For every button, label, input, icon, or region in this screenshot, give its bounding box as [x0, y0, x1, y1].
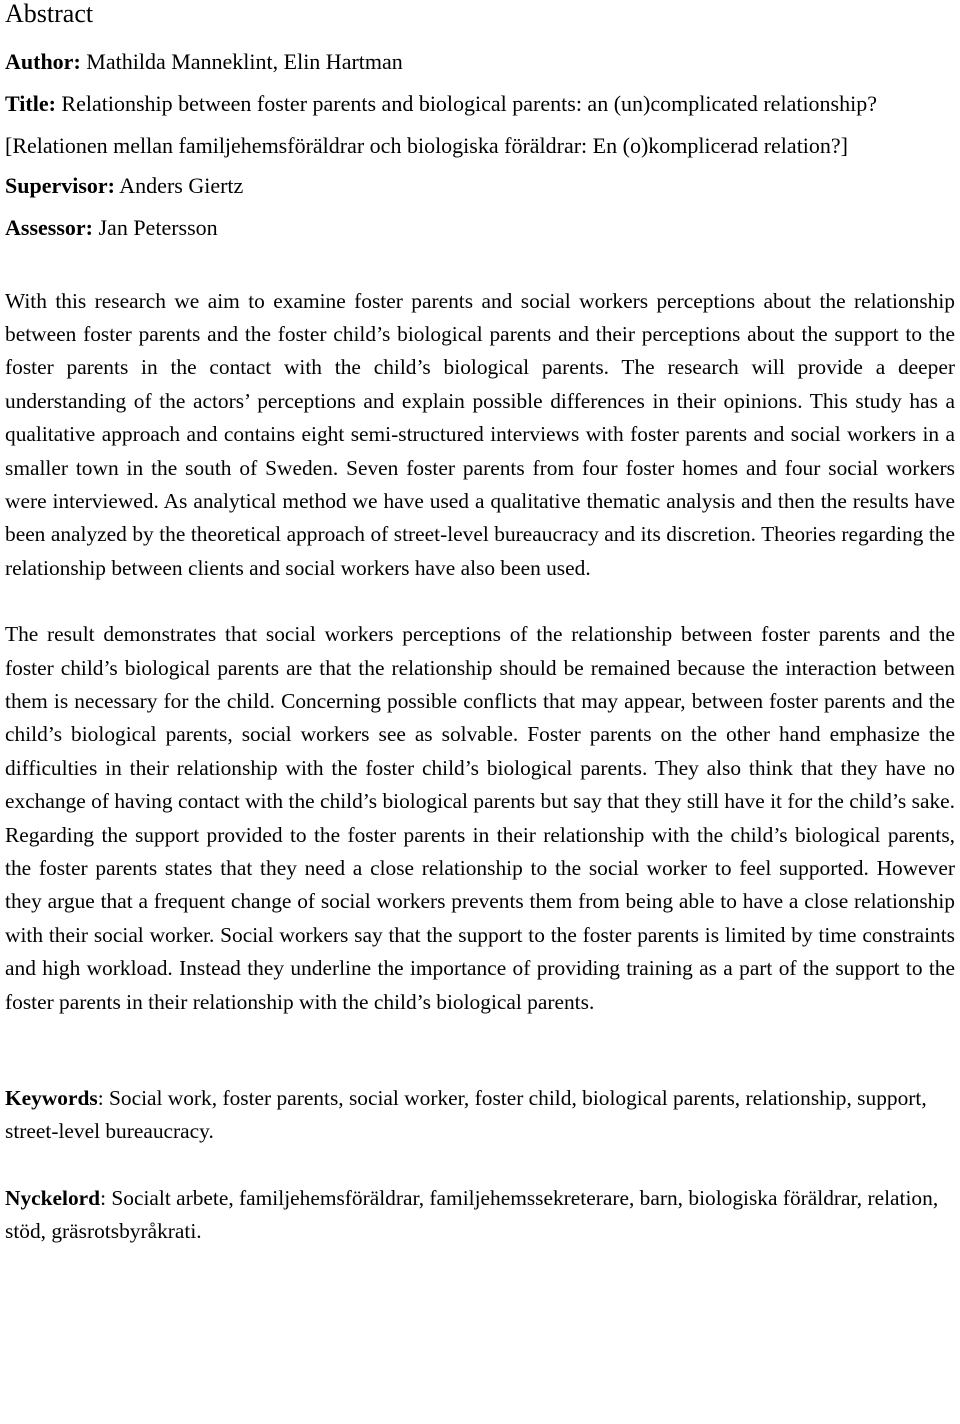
title-value: Relationship between foster parents and biological parents: an (un)complicated relationship? [Relationen mellan familjehemsföräldrar och biologiska föräldrar: En (o)komplicerad relation?] — [5, 90, 877, 158]
author-line — [5, 45, 955, 79]
abstract-paragraph: With this research we aim to examine foster parents and social workers perceptions about the relationship between foster parents and the foster child’s biological parents and their perceptions about the support to the foster parents in the contact with the child’s biological parents. The research will provide a deeper understanding of the actors’ perceptions and explain possible differences in their opinions. This study has a qualitative approach and contains eight semi-structured interviews with foster parents and social workers in a smaller town in the south of Sweden. Seven foster parents from four foster homes and four social workers were interviewed. As analytical method we have used a qualitative thematic analysis and then the results have been analyzed by the theoretical approach of street-level bureaucracy and its discretion. Theories regarding the relationship between clients and social workers have also been used. — [5, 288, 955, 580]
title-line — [5, 83, 955, 167]
abstract-heading: Abstract — [5, 0, 94, 28]
abstract-page — [5, 0, 955, 1249]
assessor-value: Jan Petersson — [98, 215, 218, 240]
keywords-label: Keywords — [5, 1086, 98, 1111]
author-label: Author: — [5, 49, 81, 74]
author-value: Mathilda Manneklint, Elin Hartman — [86, 49, 403, 74]
supervisor-label: Supervisor: — [5, 172, 115, 198]
keywords-line — [5, 1082, 955, 1149]
supervisor-line — [5, 169, 955, 203]
nyckelord-label: Nyckelord — [5, 1185, 101, 1210]
metadata-block — [5, 45, 955, 245]
keywords-value: : Social work, foster parents, social worker, foster child, biological parents, relationship, support, street-level bureaucracy. — [5, 1086, 927, 1144]
nyckelord-line — [5, 1182, 955, 1249]
supervisor-value: Anders Giertz — [119, 172, 244, 198]
abstract-paragraph: The result demonstrates that social workers perceptions of the relationship between foster parents and the foster child’s biological parents are that the relationship should be remained because the interaction between them is necessary for the child. Concerning possible conflicts that may appear, between foster parents and the child’s biological parents, social workers see as solvable. Foster parents on the other hand emphasize the difficulties in their relationship with the foster child’s biological parents. They also think that they have no exchange of having contact with the child’s biological parents but say that they still have it for the child’s sake. Regarding the support provided to the foster parents in their relationship with the child’s biological parents, the foster parents states that they need a close relationship to the social worker to feel supported. However they argue that a frequent change of social workers prevents them from being able to have a close relationship with their social worker. Social workers say that the support to the foster parents is limited by time constraints and high workload. Instead they underline the importance of providing training as a part of the support to the foster parents in their relationship with the child’s biological parents. — [5, 622, 955, 1014]
title-label: Title: — [5, 90, 56, 116]
nyckelord-value: : Socialt arbete, familjehemsföräldrar, familjehemssekreterare, barn, biologiska föräldrar, relation, stöd, gräsrotsbyråkrati. — [5, 1185, 939, 1244]
assessor-label: Assessor: — [5, 215, 93, 240]
assessor-line — [5, 211, 955, 245]
